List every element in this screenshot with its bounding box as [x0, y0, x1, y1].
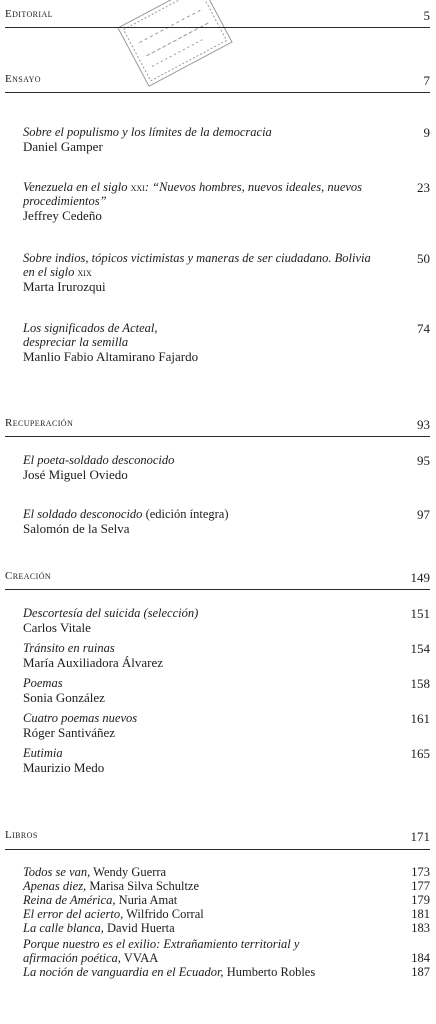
book-review-entry[interactable] — [23, 938, 430, 951]
book-review-entry[interactable] — [23, 908, 430, 921]
book-title: La noción de vanguardia en el Ecuador, — [23, 965, 224, 979]
divider — [5, 589, 430, 590]
entry-title: Sobre el populismo y los límites de la democracia — [23, 125, 272, 139]
entry-page: 50 — [417, 251, 430, 266]
toc-entry[interactable] — [23, 746, 430, 775]
divider — [5, 27, 430, 28]
entry-author: Salomón de la Selva — [23, 521, 130, 536]
entry-page: 179 — [411, 893, 430, 907]
entry-author: Maurizio Medo — [23, 760, 105, 775]
toc-entry[interactable] — [23, 606, 430, 635]
book-review-entry[interactable] — [23, 894, 430, 907]
entry-author: Carlos Vitale — [23, 620, 91, 635]
entry-title: Venezuela en el siglo xxi: “Nuevos hombres, nuevos ideales, nuevos procedimientos” — [23, 180, 363, 208]
toc-entry[interactable] — [23, 453, 430, 482]
section-title: Creación — [5, 570, 52, 582]
section-title: Editorial — [5, 8, 53, 20]
entry-author: Manlio Fabio Altamirano Fajardo — [23, 349, 199, 364]
section-editorial[interactable] — [5, 8, 430, 24]
entry-title: Descortesía del suicida (selección) — [23, 606, 199, 620]
entry-page: 161 — [410, 711, 430, 726]
divider — [5, 436, 430, 437]
section-creacion[interactable] — [5, 570, 430, 586]
book-author: Humberto Robles — [223, 965, 316, 979]
book-title: Apenas diez, — [23, 879, 87, 893]
entry-title: El poeta-soldado desconocido — [23, 453, 175, 467]
section-recuperacion[interactable] — [5, 417, 430, 433]
entry-page: 9 — [423, 125, 430, 140]
entry-page: 158 — [410, 676, 430, 691]
toc-entry[interactable] — [23, 507, 430, 536]
book-author: Wendy Guerra — [90, 865, 167, 879]
book-title: El error del acierto, — [23, 907, 124, 921]
section-page: 93 — [417, 417, 430, 432]
entry-page: 23 — [417, 180, 430, 195]
entry-page: 151 — [410, 606, 430, 621]
section-title: Libros — [5, 829, 38, 841]
toc-entry[interactable] — [23, 125, 430, 154]
entry-page: 183 — [411, 921, 430, 935]
book-title: Todos se van, — [23, 865, 91, 879]
book-author: Nuria Amat — [115, 893, 178, 907]
toc-entry[interactable] — [23, 676, 430, 705]
entry-page: 187 — [411, 965, 430, 979]
entry-page: 177 — [411, 879, 430, 893]
entry-page: 154 — [410, 641, 430, 656]
entry-author: Daniel Gamper — [23, 139, 103, 154]
entry-page: 97 — [417, 507, 430, 522]
toc-entry[interactable] — [23, 711, 430, 740]
book-review-entry[interactable] — [23, 952, 430, 965]
section-page: 171 — [410, 829, 430, 844]
book-author: VVAA — [120, 951, 159, 965]
entry-page: 74 — [417, 321, 430, 336]
entry-author: José Miguel Oviedo — [23, 467, 128, 482]
section-page: 5 — [423, 8, 430, 23]
divider — [5, 92, 430, 93]
entry-page: 95 — [417, 453, 430, 468]
book-author: David Huerta — [103, 921, 175, 935]
book-author: Marisa Silva Schultze — [86, 879, 200, 893]
entry-page: 181 — [411, 907, 430, 921]
book-title: Porque nuestro es el exilio: Extrañamiento territorial y — [23, 937, 300, 951]
toc-entry[interactable] — [23, 321, 430, 364]
entry-author: Marta Irurozqui — [23, 279, 106, 294]
book-review-entry[interactable] — [23, 880, 430, 893]
divider — [5, 849, 430, 850]
book-title: afirmación poética, — [23, 951, 121, 965]
book-title: La calle blanca, — [23, 921, 104, 935]
section-ensayo[interactable] — [5, 73, 430, 89]
toc-entry[interactable] — [23, 641, 430, 670]
section-title: Recuperación — [5, 417, 74, 429]
toc-entry[interactable] — [23, 251, 430, 294]
entry-author: Jeffrey Cedeño — [23, 208, 102, 223]
entry-author: Sonia González — [23, 690, 105, 705]
section-libros[interactable] — [5, 829, 430, 845]
section-page: 7 — [423, 73, 430, 88]
book-review-entry[interactable] — [23, 966, 430, 979]
book-review-entry[interactable] — [23, 866, 430, 879]
entry-page: 165 — [410, 746, 430, 761]
section-page: 149 — [410, 570, 430, 585]
entry-page: 173 — [411, 865, 430, 879]
entry-title: El soldado desconocido (edición íntegra) — [23, 507, 229, 521]
entry-author: Róger Santiváñez — [23, 725, 116, 740]
book-title: Reina de América, — [23, 893, 116, 907]
book-author: Wilfrido Corral — [123, 907, 204, 921]
entry-title: Tránsito en ruinas — [23, 641, 115, 655]
entry-title: Eutimia — [23, 746, 63, 760]
section-title: Ensayo — [5, 73, 41, 85]
book-review-entry[interactable] — [23, 922, 430, 935]
entry-author: María Auxiliadora Álvarez — [23, 655, 164, 670]
toc-entry[interactable] — [23, 180, 430, 223]
entry-title: Sobre indios, tópicos victimistas y maneras de ser ciudadano. Bolivia en el siglo xix — [23, 251, 371, 279]
entry-page: 184 — [411, 951, 430, 965]
entry-title: Los significados de Acteal, despreciar la semilla — [23, 321, 158, 349]
entry-title: Cuatro poemas nuevos — [23, 711, 138, 725]
entry-title: Poemas — [23, 676, 63, 690]
